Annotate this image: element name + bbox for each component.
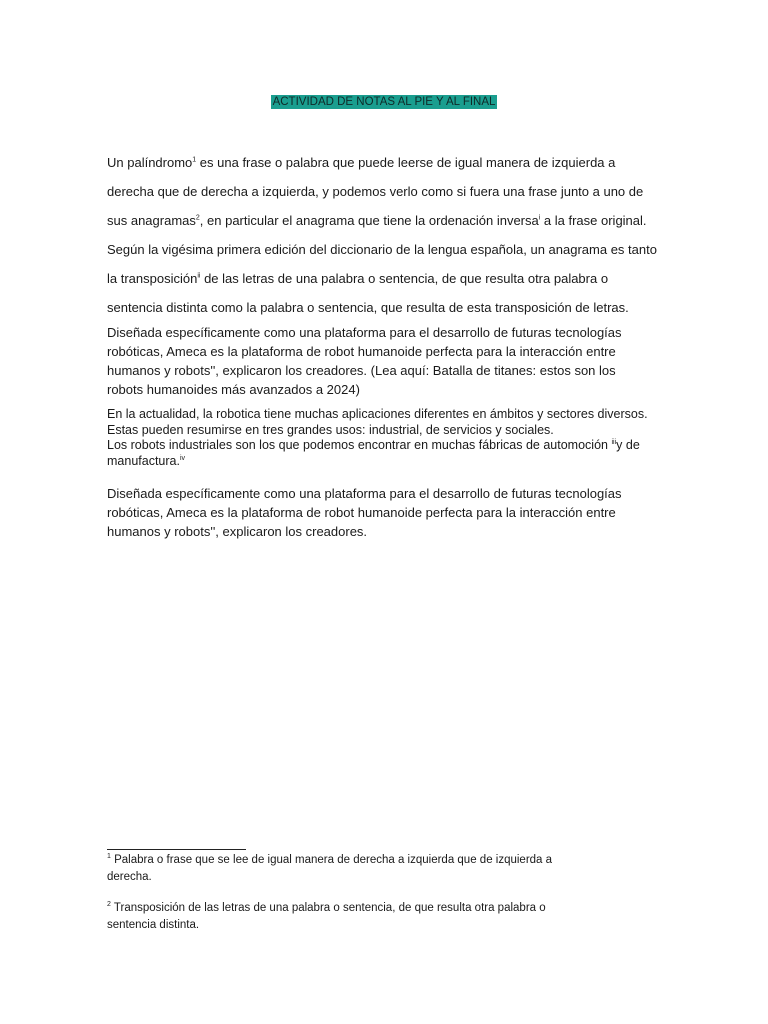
footnote-1 (107, 852, 557, 886)
paragraph-text: es una frase o palabra que puede leerse de igual manera de izquierda a derecha que de derecha a izquierda, y podemos verlo como si fuera una frase junto a uno de sus anagramas (107, 155, 644, 228)
endnote-reference[interactable]: ii (197, 272, 201, 280)
endnote-reference[interactable]: i (538, 214, 541, 222)
title-container (0, 92, 768, 110)
footnote-2 (107, 900, 557, 934)
paragraph-text: de las letras de una palabra o sentencia, de que resulta otra palabra o sentencia distinta como la palabra o sentencia, que resulta de esta transposición de letras. (107, 271, 629, 315)
paragraph-text: , en particular el anagrama que tiene la ordenación inversa (199, 213, 539, 228)
paragraph-line: En la actualidad, la robotica tiene muchas aplicaciones diferentes en ámbitos y sectores diversos. (107, 407, 648, 421)
endnote-reference[interactable]: iv (179, 454, 186, 462)
paragraph-ameca: Diseñada específicamente como una plataforma para el desarrollo de futuras tecnologías robóticas, Ameca es la plataforma de robot humanoide perfecta para la interacción entre humanos y robots'', explicaron los creadores. (Lea aquí: Batalla de titanes: estos son los robots humanoides más avanzados a 2024) (107, 325, 622, 397)
footnote-mark: 2 (107, 901, 111, 909)
paragraph-text: a la frase original. Según la vigésima primera edición del diccionario de la lengua española, un anagrama es tanto la transposición (107, 213, 657, 286)
footnote-reference[interactable]: 2 (195, 214, 200, 222)
endnote-reference[interactable]: iii (611, 438, 617, 446)
paragraph-robotica (107, 407, 667, 469)
footnote-text: Transposición de las letras de una palabra o sentencia, de que resulta otra palabra o sentencia distinta. (107, 902, 546, 931)
paragraph-palindromo (107, 148, 659, 322)
paragraph-text: Los robots industriales son los que podemos encontrar en muchas fábricas de automoción (107, 438, 612, 452)
paragraph-text: y de (616, 438, 640, 452)
paragraph-line: Estas pueden resumirse en tres grandes usos: industrial, de servicios y sociales. (107, 422, 554, 437)
footnote-reference[interactable]: 1 (192, 156, 197, 164)
paragraph-line (107, 438, 667, 454)
footnote-text: Palabra o frase que se lee de igual manera de derecha a izquierda que de izquierda a derecha. (107, 854, 553, 883)
document-title: ACTIVIDAD DE NOTAS AL PIE Y AL FINAL (272, 96, 496, 108)
paragraph-text: manufactura. (107, 453, 180, 468)
footnote-separator (107, 849, 246, 850)
paragraph-ameca-repeat: Diseñada específicamente como una plataforma para el desarrollo de futuras tecnologías robóticas, Ameca es la plataforma de robot humanoide perfecta para la interacción entre humanos y robots'', explicaron los creadores. (107, 486, 622, 539)
paragraph-line (107, 454, 667, 470)
footnote-mark: 1 (107, 853, 111, 861)
paragraph-text: Un palíndromo (107, 155, 193, 170)
